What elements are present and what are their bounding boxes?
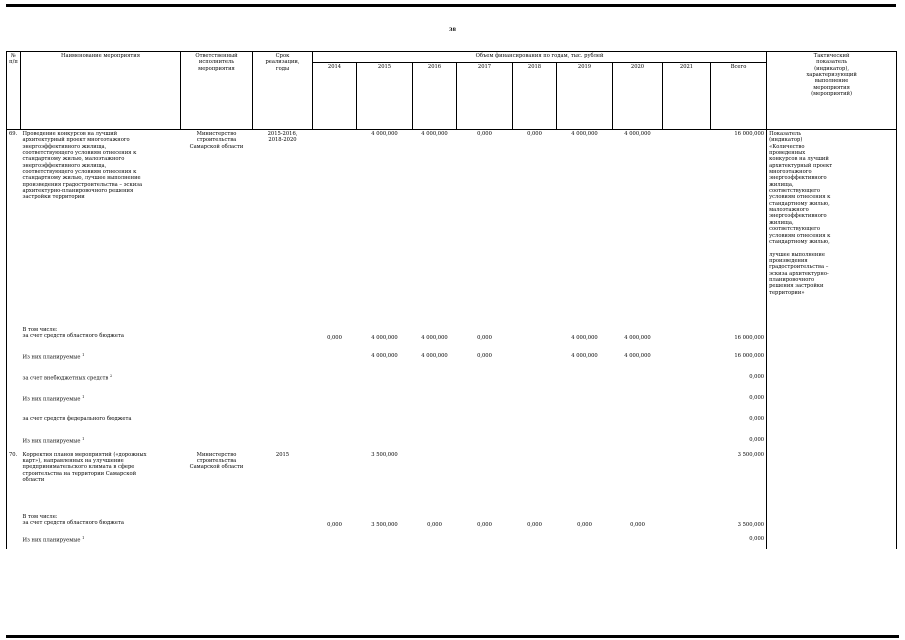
table-row-70 xyxy=(7,451,897,513)
value-2014 xyxy=(313,436,357,451)
value-2020: 0,000 xyxy=(630,521,645,528)
value-2019: 0,000 xyxy=(577,521,592,528)
value-2017 xyxy=(457,415,513,436)
footnote-mark: 1 xyxy=(82,352,85,357)
value-2021 xyxy=(663,513,711,535)
value-2020 xyxy=(613,415,663,436)
header-year: 2017 xyxy=(457,63,513,130)
value-2018 xyxy=(513,373,557,394)
value-total: 3 500,000 xyxy=(737,521,765,528)
funding-source-label: Из них планируемые $^1$ xyxy=(22,352,85,361)
footnote-mark: 1 xyxy=(82,535,85,540)
value-2014 xyxy=(313,130,357,326)
value-2015: 4 000,000 xyxy=(371,131,398,137)
header-year: 2018 xyxy=(513,63,557,130)
responsible-executor: Министерство строительства Самарской области xyxy=(189,451,244,471)
value-2018 xyxy=(513,394,557,415)
funding-source-label: за счет внебюджетных средств $^2$ xyxy=(22,373,113,382)
value-2019 xyxy=(557,535,613,549)
funding-source-label: В том числе: за счет средств областного бюджета xyxy=(22,513,124,526)
indicator-text xyxy=(767,451,897,549)
value-2020 xyxy=(613,436,663,451)
value-2018 xyxy=(513,436,557,451)
value-2014 xyxy=(313,394,357,415)
value-2017 xyxy=(457,451,513,513)
value-2015: 3 500,000 xyxy=(371,451,398,458)
value-2015 xyxy=(357,436,413,451)
value-2016: 4 000,000 xyxy=(421,131,448,137)
value-2019 xyxy=(557,415,613,436)
value-2016: 4 000,000 xyxy=(421,352,448,359)
funding-source-label: Из них планируемые $^1$ xyxy=(22,535,85,544)
value-2016 xyxy=(413,415,457,436)
value-2021 xyxy=(663,373,711,394)
value-2014: 0,000 xyxy=(327,521,342,528)
page-number: 38 xyxy=(449,27,456,33)
value-2015 xyxy=(357,373,413,394)
funding-source-label: за счет средств федерального бюджета xyxy=(22,415,132,422)
value-total: 3 500,000 xyxy=(737,451,765,458)
value-2015 xyxy=(357,415,413,436)
value-2015: 4 000,000 xyxy=(371,352,398,359)
header-name: Наименование мероприятия xyxy=(21,52,181,130)
value-2014: 0,000 xyxy=(327,334,342,341)
value-2020: 4 000,000 xyxy=(624,334,651,341)
value-2018 xyxy=(513,326,557,352)
header-responsible: Ответственный исполнитель мероприятия xyxy=(181,52,253,130)
value-2018: 0,000 xyxy=(527,131,542,137)
value-2019: 4 000,000 xyxy=(571,334,598,341)
value-2021 xyxy=(663,326,711,352)
table-row-sub xyxy=(7,352,897,373)
value-2019 xyxy=(557,373,613,394)
value-total: 0,000 xyxy=(749,415,765,422)
value-2021 xyxy=(663,436,711,451)
value-2014 xyxy=(313,535,357,549)
header-funding: Объем финансирования по годам, тыс. рублей xyxy=(313,52,767,63)
value-2015 xyxy=(357,535,413,549)
value-2021 xyxy=(663,352,711,373)
table-row-sub xyxy=(7,535,897,549)
value-2014 xyxy=(313,451,357,513)
table-row-sub xyxy=(7,436,897,451)
value-2016 xyxy=(413,373,457,394)
funding-schedule-table xyxy=(6,51,897,549)
footnote-mark: 1 xyxy=(82,394,85,399)
implementation-term: 2015-2016, 2018-2020 xyxy=(267,131,298,144)
table-row-sub xyxy=(7,326,897,352)
value-total: 0,000 xyxy=(749,535,765,542)
value-2014 xyxy=(313,352,357,373)
value-2017: 0,000 xyxy=(477,352,492,359)
value-2019: 4 000,000 xyxy=(571,131,598,137)
event-name: Проведение конкурсов на лучший архитектурный проект многоэтажного энергоэффективного жилища, соответствующего условиям отнесения к стандартному жилью, малоэтажного энергоэффективного жилища, соответствующего условиям отнесения к стандартному жилью, лучшее выполнение произведения градостроительства – эскиза архитектурно-планировочного решения застройки территории xyxy=(22,131,143,201)
table-row-69 xyxy=(7,130,897,326)
header-num: № п/п xyxy=(7,52,21,130)
value-2017: 0,000 xyxy=(477,521,492,528)
value-2021 xyxy=(663,451,711,513)
table-header xyxy=(7,52,897,130)
value-2015: 3 500,000 xyxy=(371,521,398,528)
responsible-executor: Министерство строительства Самарской области xyxy=(189,131,244,150)
value-2020 xyxy=(613,535,663,549)
funding-source-label: Из них планируемые $^1$ xyxy=(22,394,85,403)
value-2016: 0,000 xyxy=(427,521,442,528)
funding-source-label: В том числе: за счет средств областного бюджета xyxy=(22,326,124,339)
header-year: 2014 xyxy=(313,63,357,130)
value-2017: 0,000 xyxy=(477,334,492,341)
value-2020 xyxy=(613,451,663,513)
table-row-sub xyxy=(7,415,897,436)
value-2017 xyxy=(457,373,513,394)
value-2018 xyxy=(513,451,557,513)
header-indicator: Тактический показатель (индикатор), характеризующий выполнение мероприятия (мероприятий) xyxy=(767,52,897,130)
value-total: 16 000,000 xyxy=(734,352,765,359)
value-2020: 4 000,000 xyxy=(624,352,651,359)
value-2019 xyxy=(557,394,613,415)
value-2020 xyxy=(613,373,663,394)
value-total: 16 000,000 xyxy=(734,334,765,341)
header-year: 2015 xyxy=(357,63,413,130)
value-2015 xyxy=(357,394,413,415)
indicator-text: Показатель (индикатор) «Количество проведенных конкурсов на лучший архитектурный проект многоэтажного энергоэффективного жилища, соответствующего условиям отнесения к стандартному жилью, малоэтажного энергоэффективного жилища, соответствующего условиям отнесения к стандартному жилью, лучшее выполнение произведения градостроительства – эскиза архитектурно- планировочного решения застройки территории» xyxy=(767,130,897,451)
value-2017 xyxy=(457,535,513,549)
top-scan-border xyxy=(6,4,896,7)
header-term: Срок реализации, годы xyxy=(253,52,313,130)
footnote-mark: 1 xyxy=(82,436,85,441)
value-2018 xyxy=(513,352,557,373)
value-2019 xyxy=(557,451,613,513)
value-total: 0,000 xyxy=(749,394,765,401)
header-year: 2020 xyxy=(613,63,663,130)
value-2018 xyxy=(513,415,557,436)
funding-source-label: Из них планируемые $^1$ xyxy=(22,436,85,445)
footnote-mark: 2 xyxy=(110,373,113,378)
value-2016 xyxy=(413,451,457,513)
table-row-sub xyxy=(7,513,897,535)
row-num: 70. xyxy=(7,451,21,513)
value-2016 xyxy=(413,436,457,451)
value-2016: 4 000,000 xyxy=(421,334,448,341)
value-2016 xyxy=(413,394,457,415)
header-total: Всего xyxy=(711,63,767,130)
header-year: 2021 xyxy=(663,63,711,130)
value-2017 xyxy=(457,436,513,451)
value-2018 xyxy=(513,535,557,549)
row-num: 69. xyxy=(7,130,21,326)
bottom-scan-border xyxy=(6,635,899,638)
table-body xyxy=(7,130,897,549)
value-2021 xyxy=(663,535,711,549)
value-2021 xyxy=(663,394,711,415)
value-2020 xyxy=(613,394,663,415)
value-2016 xyxy=(413,535,457,549)
value-2014 xyxy=(313,415,357,436)
implementation-term: 2015 xyxy=(275,451,290,458)
value-2020: 4 000,000 xyxy=(624,131,651,137)
value-2021 xyxy=(663,130,711,326)
value-2021 xyxy=(663,415,711,436)
header-year: 2016 xyxy=(413,63,457,130)
value-2017 xyxy=(457,394,513,415)
value-2019 xyxy=(557,436,613,451)
table-row-sub xyxy=(7,394,897,415)
value-2015: 4 000,000 xyxy=(371,334,398,341)
table-row-sub xyxy=(7,373,897,394)
value-2014 xyxy=(313,373,357,394)
value-total: 0,000 xyxy=(749,373,765,380)
value-2019: 4 000,000 xyxy=(571,352,598,359)
value-2018: 0,000 xyxy=(527,521,542,528)
value-total: 0,000 xyxy=(749,436,765,443)
header-year: 2019 xyxy=(557,63,613,130)
event-name: Корректия планов мероприятий («дорожных карт»), направленных на улучшение предпринимательского климата в сфере строительства на территории Самарской области xyxy=(22,451,147,483)
value-2017: 0,000 xyxy=(477,131,492,137)
value-total: 16 000,000 xyxy=(734,131,765,137)
